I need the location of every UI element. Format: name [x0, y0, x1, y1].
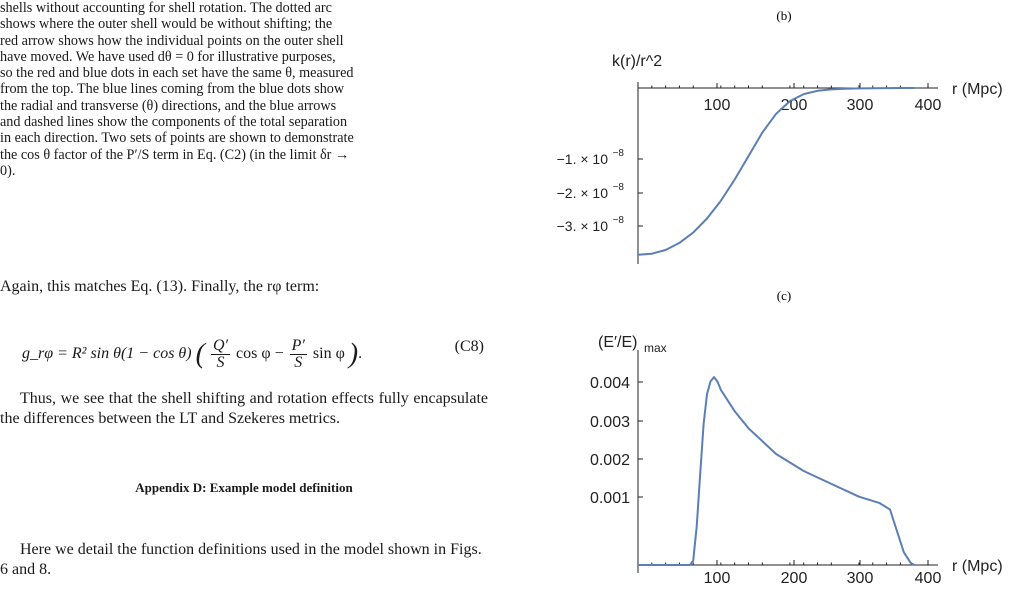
- y-tick-label: 0.003: [589, 414, 630, 431]
- chart-curvature: [557, 53, 1003, 264]
- x-tick-label: 300: [846, 570, 874, 587]
- caption-line: 0).: [0, 162, 16, 179]
- y-tick-label: 0.002: [589, 452, 630, 469]
- y-tick-label: 0.001: [589, 490, 630, 507]
- caption-line: red arrow shows how the individual points on the outer shell: [0, 32, 344, 49]
- x-tick-label: 400: [914, 97, 942, 114]
- caption-line: in each direction. Two sets of points are shown to demonstrate: [0, 130, 354, 147]
- x-tick-label: 200: [780, 97, 808, 114]
- y-tick-label: 0.004: [589, 375, 630, 392]
- equation-number: (C8): [454, 338, 484, 355]
- caption-line: shells without accounting for shell rotation. The dotted arc: [0, 0, 332, 16]
- paragraph-intro: Again, this matches Eq. (13). Finally, the rφ term:: [0, 278, 320, 295]
- y-axis-label: (E′/E): [598, 334, 638, 351]
- equation-tail: sin φ: [312, 345, 345, 363]
- fraction-p-numerator: P′: [291, 337, 305, 354]
- caption-line: and dashed lines show the components of the total separation: [0, 114, 348, 131]
- y-axis-label: k(r)/r^2: [612, 53, 663, 70]
- y-tick-exponent: −8: [612, 148, 624, 159]
- appendix-heading: Appendix D: Example model definition: [135, 480, 353, 495]
- caption-line: the cos θ factor of the P′/S term in Eq. (C2) (in the limit δr →: [0, 146, 350, 163]
- fraction-q-denominator: S: [216, 354, 225, 371]
- x-tick-label: 100: [703, 97, 731, 114]
- y-tick-exponent: −8: [612, 215, 624, 226]
- caption-line: have moved. We have used dθ = 0 for illustrative purposes,: [0, 48, 336, 65]
- x-tick-label: 100: [703, 570, 731, 587]
- paragraph-conclusion: Thus, we see that the shell shifting and rotation effects fully encapsulate the differences between the LT and Szekeres metrics.: [0, 390, 488, 427]
- panel-b-label: (b): [776, 8, 792, 23]
- fraction-q-numerator: Q′: [212, 337, 229, 354]
- caption-line: so the red and blue dots in each set have the same θ, measured: [0, 65, 354, 82]
- series-line: [638, 377, 914, 565]
- x-tick-label: 300: [846, 97, 874, 114]
- x-axis-label: r (Mpc): [952, 81, 1003, 98]
- y-axis-label-subscript: max: [644, 341, 667, 355]
- chart-energy-gradient: [590, 334, 1003, 587]
- equation-lhs: g_rφ = R² sin θ(1 − cos θ): [22, 345, 192, 363]
- x-tick-label: 200: [780, 570, 808, 587]
- y-tick-exponent: −8: [612, 182, 624, 193]
- panel-c-label: (c): [776, 288, 792, 303]
- caption-line: the radial and transverse (θ) directions, and the blue arrows: [0, 97, 337, 114]
- x-axis-label: r (Mpc): [952, 558, 1003, 575]
- caption-line: shows where the outer shell would be without shifting; the: [0, 16, 333, 33]
- paragraph-appendix: Here we detail the function definitions used in the model shown in Figs. 6 and 8.: [0, 541, 482, 578]
- x-tick-label: 400: [914, 570, 942, 587]
- y-tick-label: −1. × 10: [556, 151, 608, 167]
- y-tick-label: −2. × 10: [556, 185, 608, 201]
- equation-body: g_rφ = R² sin θ(1 − cos θ) ( $\frac{Q'}{S}$ cos φ − $\frac{P'}{S}$ sin φ ).: [22, 337, 363, 371]
- equation-middle: cos φ −: [236, 345, 284, 363]
- fraction-p-denominator: S: [294, 354, 303, 371]
- caption-line: from the top. The blue lines coming from the blue dots show: [0, 81, 345, 98]
- y-tick-label: −3. × 10: [556, 218, 608, 234]
